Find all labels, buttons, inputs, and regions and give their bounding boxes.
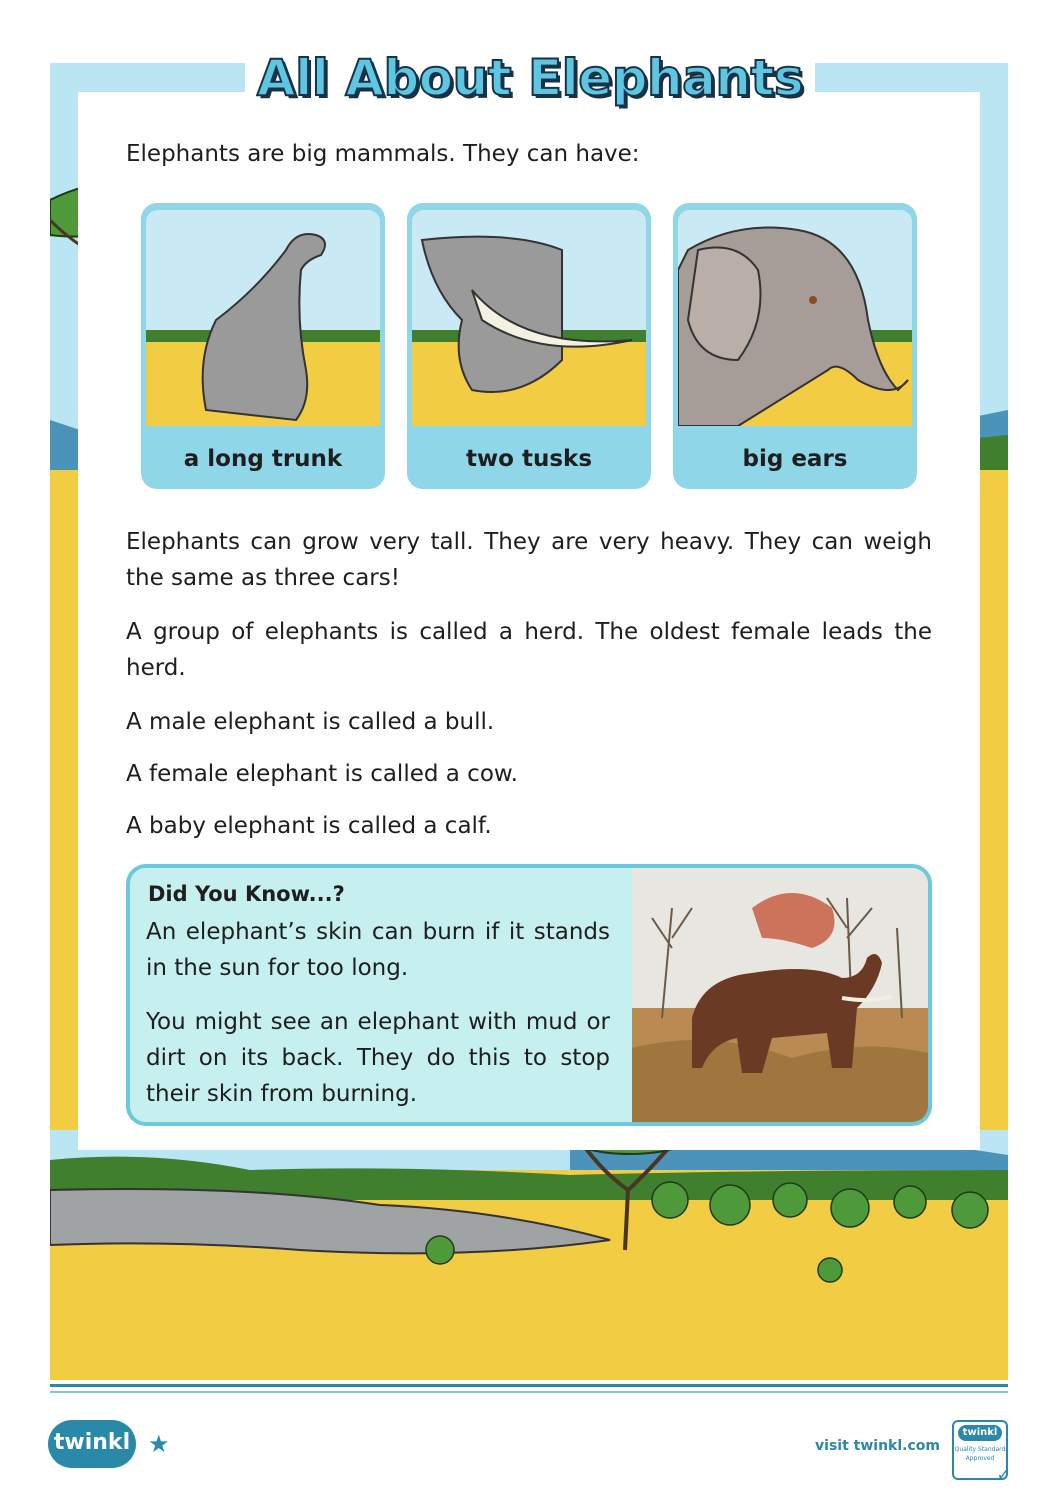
feature-card-tusks — [407, 203, 651, 489]
did-you-know-heading: Did You Know...? — [148, 882, 345, 906]
intro-text: Elephants are big mammals. They can have: — [126, 141, 640, 167]
check-icon: ✓ — [996, 1465, 1010, 1484]
trunk-picture — [146, 210, 380, 426]
star-icon: ★ — [148, 1430, 170, 1458]
quality-badge-line2: Quality Standard — [954, 1446, 1006, 1453]
paragraph-calf: A baby elephant is called a calf. — [126, 813, 492, 839]
tusks-caption: two tusks — [465, 446, 593, 472]
quality-badge — [952, 1420, 1010, 1484]
footer-rule-light — [50, 1391, 1008, 1393]
elephant-ears-illustration — [678, 210, 912, 426]
feature-card-ears — [673, 203, 917, 489]
savanna-landscape — [50, 1130, 1008, 1380]
tusks-picture — [412, 210, 646, 426]
paragraph-cow: A female elephant is called a cow. — [126, 761, 518, 787]
elephant-dust-bath-photo — [632, 868, 928, 1122]
did-you-know-text-2: You might see an elephant with mud or dirt on its back. They do this to stop their skin from burning. — [146, 1009, 610, 1107]
quality-badge-brand: twinkl — [958, 1425, 1002, 1441]
ears-caption: big ears — [742, 446, 848, 472]
twinkl-logo-text: twinkl — [53, 1430, 131, 1455]
elephant-trunk-illustration — [146, 210, 380, 426]
page-title: All About Elephants — [256, 49, 804, 107]
footer-visit-link[interactable]: visit twinkl.com — [815, 1438, 940, 1454]
quality-badge-line3: Approved — [965, 1455, 995, 1462]
ears-picture — [678, 210, 912, 426]
paragraph-herd: A group of elephants is called a herd. The oldest female leads the herd. — [126, 619, 932, 681]
did-you-know-text-1: An elephant’s skin can burn if it stands in the sun for too long. — [146, 919, 610, 981]
elephant-tusks-illustration — [412, 210, 646, 426]
feature-card-trunk — [141, 203, 385, 489]
mountain-left — [50, 410, 80, 470]
dust-bath-photo-image — [632, 868, 928, 1122]
trunk-caption: a long trunk — [183, 446, 343, 472]
twinkl-logo[interactable] — [48, 1420, 136, 1468]
paragraph-bull: A male elephant is called a bull. — [126, 709, 495, 735]
footer-rule — [50, 1384, 1008, 1387]
paragraph-size: Elephants can grow very tall. They are very heavy. They can weigh the same as three cars! — [126, 529, 932, 591]
